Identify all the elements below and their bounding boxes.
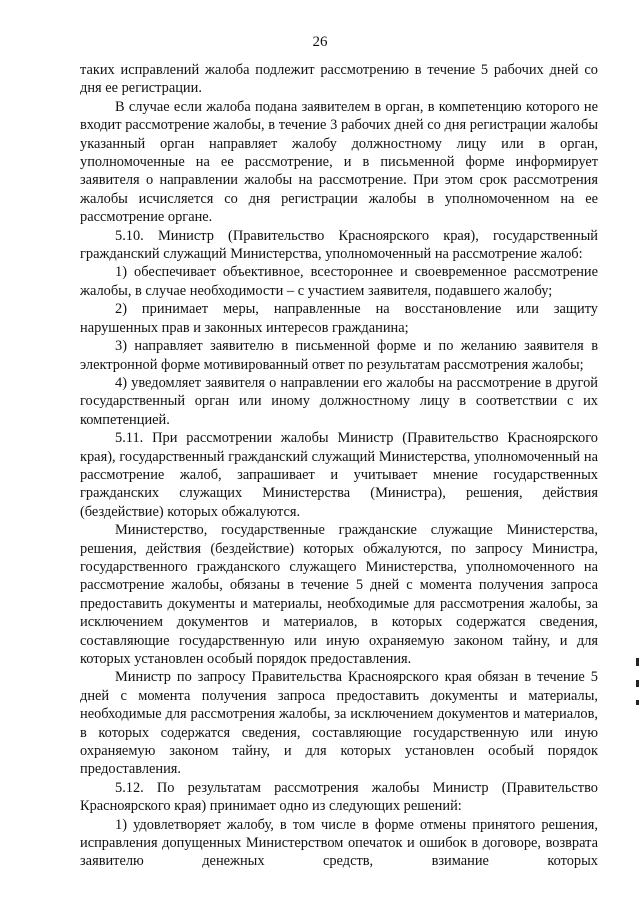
- scan-edge-mark: [636, 700, 639, 705]
- document-body: [80, 61, 598, 871]
- paragraph: 5.11. При рассмотрении жалобы Министр (Правительство Красноярского края), государственный гражданский служащий Министерства, уполномоченный на рассмотрение жалоб, запрашивает и учитывает мнение государственных гражданских служащих Министерства (Министра), решения, действия (бездействие) которых обжалуются.: [80, 430, 598, 520]
- paragraph: В случае если жалоба подана заявителем в орган, в компетенцию которого не входит рассмотрение жалобы, в течение 3 рабочих дней со дня регистрации жалобы указанный орган направляет жалобу должностному лицу или в орган, уполномоченные на ее рассмотрение, и в письменной форме информирует заявителя о направлении жалобы на рассмотрение. При этом срок рассмотрения жалобы исчисляется со дня регистрации жалобы в уполномоченном на ее рассмотрение органе.: [80, 98, 598, 226]
- paragraph: 5.10. Министр (Правительство Красноярского края), государственный гражданский служащий Министерства, уполномоченный на рассмотрение жалоб:: [80, 227, 598, 263]
- scan-edge-mark: [636, 658, 639, 666]
- list-item: 1) обеспечивает объективное, всестороннее и своевременное рассмотрение жалобы, в случае необходимости – с участием заявителя, подавшего жалобу;: [80, 264, 598, 299]
- page-number: 26: [312, 34, 328, 50]
- list-item: 4) уведомляет заявителя о направлении его жалобы на рассмотрение в другой государственный орган или иному должностному лицу в соответствии с их компетенцией.: [80, 374, 598, 428]
- paragraph: таких исправлений жалоба подлежит рассмотрению в течение 5 рабочих дней со дня ее регистрации.: [80, 62, 598, 97]
- list-item: 2) принимает меры, направленные на восстановление или защиту нарушенных прав и законных интересов гражданина;: [80, 301, 598, 336]
- paragraph: 5.12. По результатам рассмотрения жалобы Министр (Правительство Красноярского края) принимает одно из следующих решений:: [80, 779, 598, 815]
- list-item: 1) удовлетворяет жалобу, в том числе в форме отмены принятого решения, исправления допущенных Министерством опечаток и ошибок в договоре, возврата заявителю денежных средств, взимание которых: [80, 816, 598, 870]
- paragraph: Министр по запросу Правительства Красноярского края обязан в течение 5 дней с момента получения запроса предоставить документы и материалы, необходимые для рассмотрения жалобы, за исключением документов и материалов, в которых содержатся сведения, составляющие государственную или иную охраняемую законом тайну, и для которых установлен особый порядок предоставления.: [80, 669, 598, 778]
- scan-edge-mark: [636, 680, 639, 687]
- list-item: 3) направляет заявителю в письменной форме и по желанию заявителя в электронной форме мотивированный ответ по результатам рассмотрения жалобы;: [80, 338, 598, 373]
- paragraph: Министерство, государственные гражданские служащие Министерства, решения, действия (бездействие) которых обжалуются, по запросу Министра, государственного гражданского служащего Министерства, уполномоченного на рассмотрение жалобы, обязаны в течение 5 дней с момента получения запроса предоставить документы и материалы, необходимые для рассмотрения жалобы, за исключением документов и материалов, в которых содержатся сведения, составляющие государственную или иную охраняемую законом тайну, и для которых установлен особый порядок предоставления.: [80, 522, 598, 667]
